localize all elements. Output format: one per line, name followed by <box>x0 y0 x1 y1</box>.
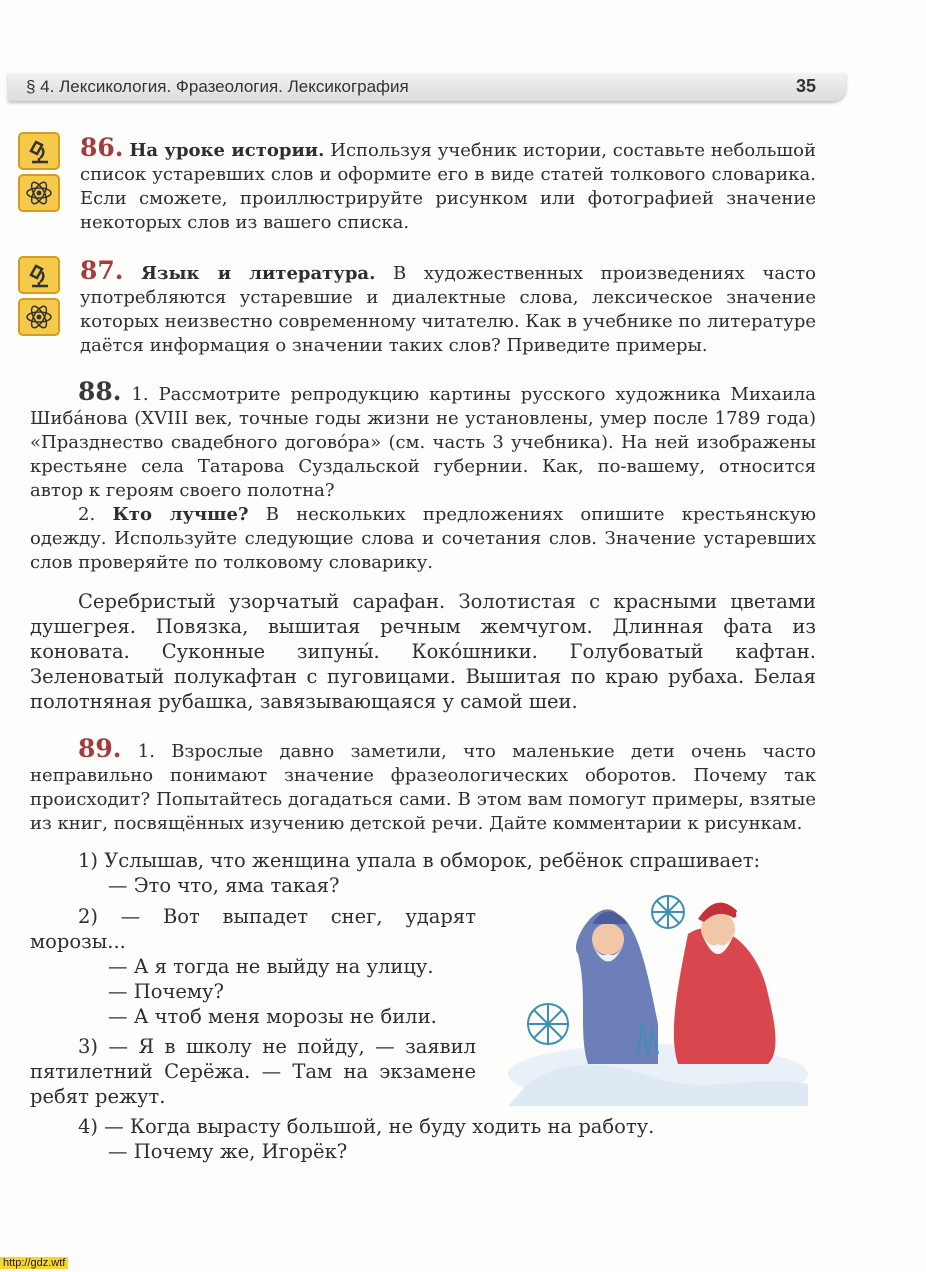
example-3 <box>30 1034 476 1109</box>
frost-illustration <box>508 884 814 1106</box>
exercise-number: 89. <box>78 734 122 763</box>
example-line: 4) — Когда вырасту большой, не буду ходить на работу. <box>78 1115 655 1138</box>
subtask-text: В нескольких предложениях опишите крестьянскую одежду. Используйте следующие слова и сочетания слов. Значение устаревших слов проверяйте по толковому словарику. <box>30 504 816 573</box>
atom-icon <box>18 298 60 336</box>
exercise-title: На уроке истории. <box>129 140 325 161</box>
example-line: — А чтоб меня морозы не били. <box>108 1005 437 1028</box>
example-line: 1) Услышав, что женщина упала в обморок, ребёнок спрашивает: <box>78 849 761 872</box>
exercise-text: 1. Взрослые давно заметили, что маленькие дети очень часто неправильно понимают значение фразеологических оборотов. Почему так происходит? Попытайтесь догадаться сами. В этом вам помогут примеры, взятые из книг, посвящённых изучению детской речи. Дайте комментарии к рисункам. <box>30 741 816 834</box>
exercise-number: 86. <box>80 133 124 162</box>
exercise-number: 88. <box>78 377 122 406</box>
example-line: 2) — Вот выпадет снег, ударят морозы... <box>30 905 476 953</box>
microscope-icon <box>18 256 60 294</box>
exercise-title: Язык и литература. <box>141 263 376 284</box>
exercise-87 <box>80 256 816 358</box>
exercise-text: В художественных произведениях часто употребляются устаревшие и диалектные слова, лексическое значение которых неизвестно современному читателю. Как в учебнике по литературе даётся информация о значении таких слов? Приведите примеры. <box>80 263 816 356</box>
microscope-icon <box>18 132 60 170</box>
section-title: § 4. Лексикология. Фразеология. Лексикография <box>26 77 409 96</box>
page-number: 35 <box>795 76 816 96</box>
exercise-88 <box>30 377 816 714</box>
example-line: — Это что, яма такая? <box>108 874 340 897</box>
exercise-number: 87. <box>80 256 124 285</box>
exercise-86 <box>80 133 816 235</box>
page-header <box>8 73 846 101</box>
example-2 <box>30 904 476 1029</box>
subtask-title: Кто лучше? <box>112 504 249 525</box>
subtask-number: 2. <box>78 504 96 525</box>
atom-icon <box>18 174 60 212</box>
example-line: — А я тогда не выйду на улицу. <box>108 955 434 978</box>
example-line: — Почему? <box>108 980 224 1003</box>
exercise-text: 1. Рассмотрите репродукцию картины русского художника Михаила Шибáнова (XVIII век, точные годы жизни не установлены, умер после 1789 года) «Празднество свадебного договóра» (см. часть 3 учебника). На ней изображены крестьяне села Татарова Суздальской губернии. Как, по-вашему, относится автор к героям своего полотна? <box>30 384 816 501</box>
example-line: — Почему же, Игорёк? <box>108 1140 348 1163</box>
watermark-link[interactable]: http://gdz.wtf <box>0 1257 68 1269</box>
exercise-text: Используя учебник истории, составьте небольшой список устаревших слов и оформите его в виде статей толкового словарика. Если сможете, проиллюстрируйте рисунком или фотографией значение некоторых слов из вашего списка. <box>80 140 816 233</box>
exercise-89 <box>30 734 816 836</box>
example-4 <box>30 1114 816 1164</box>
example-line: 3) — Я в школу не пойду, — заявил пятилетний Серёжа. — Там на экзамене ребят режут. <box>30 1035 476 1108</box>
word-list-passage: Серебристый узорчатый сарафан. Золотистая с красными цветами душегрея. Повязка, вышитая речным жемчугом. Длинная фата из коновата. Суконные зипуны́. Кокóшники. Голубоватый кафтан. Зеленоватый полукафтан с пуговицами. Вышитая по краю рубаха. Белая полотняная рубашка, завязывающаяся у самой шеи. <box>30 590 816 713</box>
